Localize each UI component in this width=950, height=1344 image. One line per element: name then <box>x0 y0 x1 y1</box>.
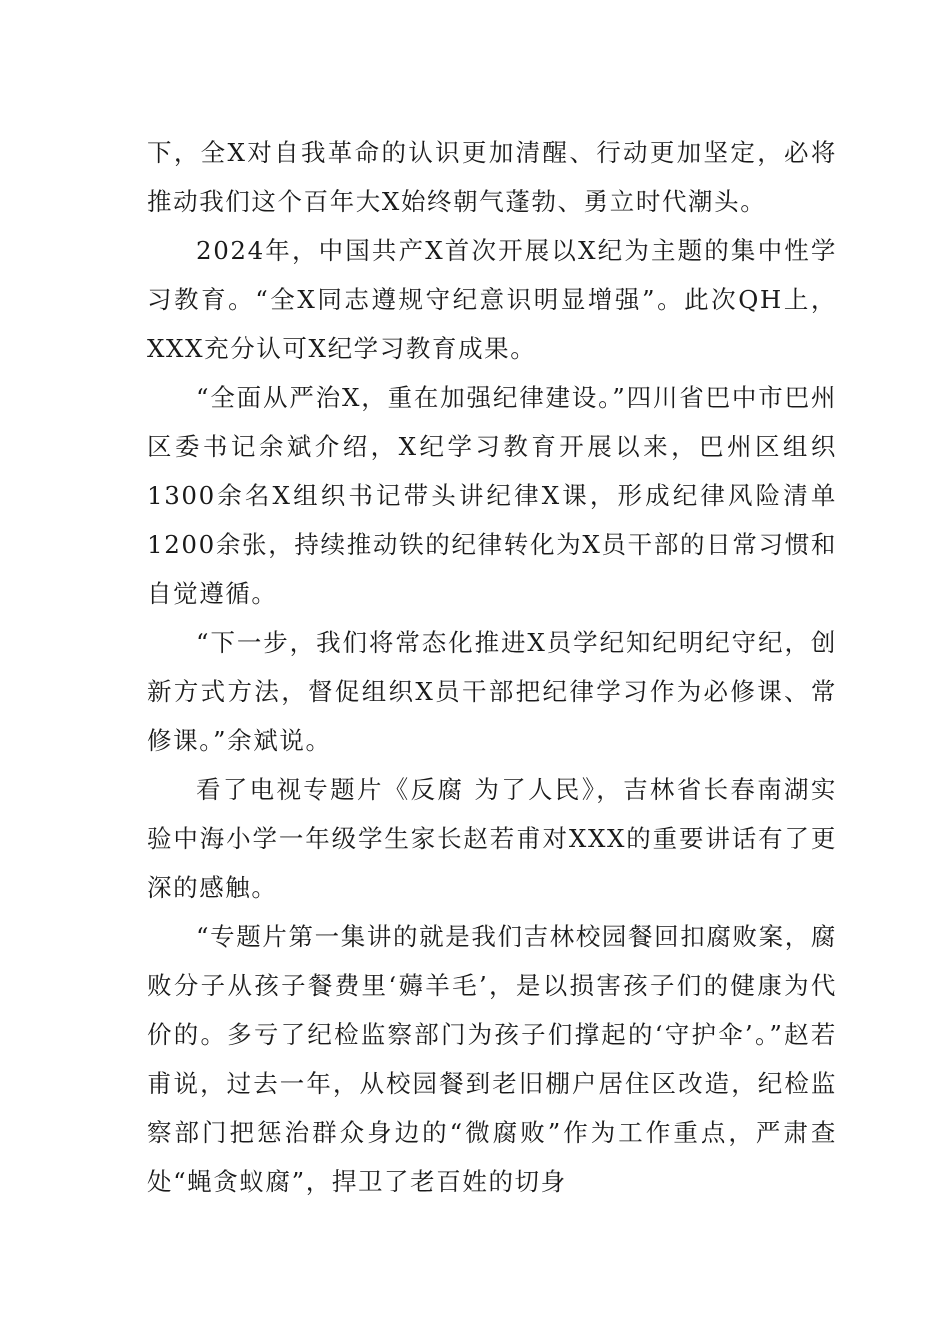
paragraph-4: “下一步，我们将常态化推进X员学纪知纪明纪守纪，创新方式方法，督促组织X员干部把纪律学习作为必修课、常修课。”余斌说。 <box>147 628 837 755</box>
paragraph-1: 下，全X对自我革命的认识更加清醒、行动更加坚定，必将推动我们这个百年大X始终朝气蓬勃、勇立时代潮头。 <box>147 138 837 216</box>
paragraph-3: “全面从严治X，重在加强纪律建设。”四川省巴中市巴州区委书记余斌介绍，X纪学习教育开展以来，巴州区组织1300余名X组织书记带头讲纪律X课，形成纪律风险清单1200余张，持续推动铁的纪律转化为X员干部的日常习惯和自觉遵循。 <box>147 383 837 608</box>
paragraph-6: “专题片第一集讲的就是我们吉林校园餐回扣腐败案，腐败分子从孩子餐费里‘薅羊毛’，是以损害孩子们的健康为代价的。多亏了纪检监察部门为孩子们撑起的‘守护伞’。”赵若甫说，过去一年，从校园餐到老旧棚户居住区改造，纪检监察部门把惩治群众身边的“微腐败”作为工作重点，严肃查处“蝇贪蚁腐”，捍卫了老百姓的切身 <box>147 922 837 1196</box>
document-body <box>147 128 837 1206</box>
paragraph-2: 2024年，中国共产X首次开展以X纪为主题的集中性学习教育。“全X同志遵规守纪意识明显增强”。此次QH上，XXX充分认可X纪学习教育成果。 <box>147 236 837 363</box>
paragraph-5: 看了电视专题片《反腐 为了人民》，吉林省长春南湖实验中海小学一年级学生家长赵若甫对XXX的重要讲话有了更深的感触。 <box>147 775 837 902</box>
